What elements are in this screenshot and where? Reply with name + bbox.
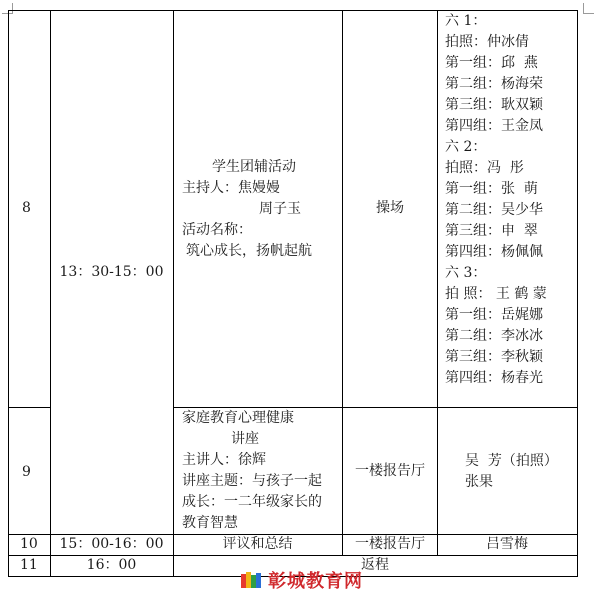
time-cell: 16：00 bbox=[86, 557, 137, 573]
staff-line: 第四组：杨佩佩 bbox=[445, 244, 543, 260]
staff-line: 拍 照： 王 鹤 蒙 bbox=[445, 286, 547, 302]
staff-line: 第一组：岳娓娜 bbox=[445, 307, 543, 323]
staff-line: 第一组：张 萌 bbox=[445, 181, 538, 197]
staff-line: 第四组：王金凤 bbox=[445, 118, 543, 134]
staff-line: 第一组：邱 燕 bbox=[445, 55, 538, 71]
activity-cell: 评议和总结 bbox=[222, 536, 293, 552]
staff-line: 第三组：耿双颖 bbox=[445, 97, 543, 113]
location-cell: 一楼报告厅 bbox=[355, 536, 425, 552]
staff-line: 六 2： bbox=[445, 139, 487, 155]
staff-line: 第二组：杨海荣 bbox=[445, 76, 543, 92]
activity-line: 成长：一二年级家长的 bbox=[182, 494, 322, 510]
staff-line: 第二组：吴少华 bbox=[445, 202, 543, 218]
site-watermark bbox=[240, 569, 363, 591]
staff-line: 六 1： bbox=[445, 13, 487, 29]
activity-line: 活动名称： bbox=[182, 222, 252, 238]
activity-line: 教育智慧 bbox=[182, 515, 238, 531]
staff-cell: 吕雪梅 bbox=[486, 536, 528, 552]
location-cell: 一楼报告厅 bbox=[355, 463, 425, 479]
location-cell: 操场 bbox=[376, 200, 404, 216]
watermark-text: 彰城教育网 bbox=[268, 571, 363, 592]
time-cell: 13：30-15：00 bbox=[59, 264, 164, 280]
activity-line: 周子玉 bbox=[259, 201, 301, 217]
row-number: 10 bbox=[20, 536, 38, 552]
staff-line: 拍照：仲冰倩 bbox=[445, 34, 529, 50]
staff-line: 第二组：李冰冰 bbox=[445, 328, 543, 344]
activity-line: 主持人：焦嫚嫚 bbox=[182, 180, 280, 196]
activity-line: 主讲人：徐辉 bbox=[182, 452, 266, 468]
staff-line: 吴 芳（拍照） bbox=[465, 453, 558, 469]
staff-line: 第三组：申 翠 bbox=[445, 223, 538, 239]
activity-line: 筑心成长，扬帆起航 bbox=[186, 243, 312, 259]
activity-line: 讲座主题：与孩子一起 bbox=[182, 473, 322, 489]
staff-line: 张果 bbox=[465, 474, 493, 490]
activity-line: 家庭教育心理健康 bbox=[182, 410, 294, 426]
row-number: 11 bbox=[20, 557, 38, 573]
staff-line: 第四组：杨春光 bbox=[445, 370, 543, 386]
activity-line: 讲座 bbox=[231, 431, 259, 447]
row-number: 9 bbox=[22, 464, 31, 480]
activity-cell: 返程 bbox=[361, 557, 389, 573]
staff-line: 六 3： bbox=[445, 265, 487, 281]
books-logo-icon bbox=[240, 570, 262, 590]
activity-title: 学生团辅活动 bbox=[212, 159, 296, 175]
row-number: 8 bbox=[22, 200, 31, 216]
staff-line: 拍照：冯 彤 bbox=[445, 160, 524, 176]
time-cell: 15：00-16：00 bbox=[59, 536, 164, 552]
staff-line: 第三组：李秋颖 bbox=[445, 349, 543, 365]
